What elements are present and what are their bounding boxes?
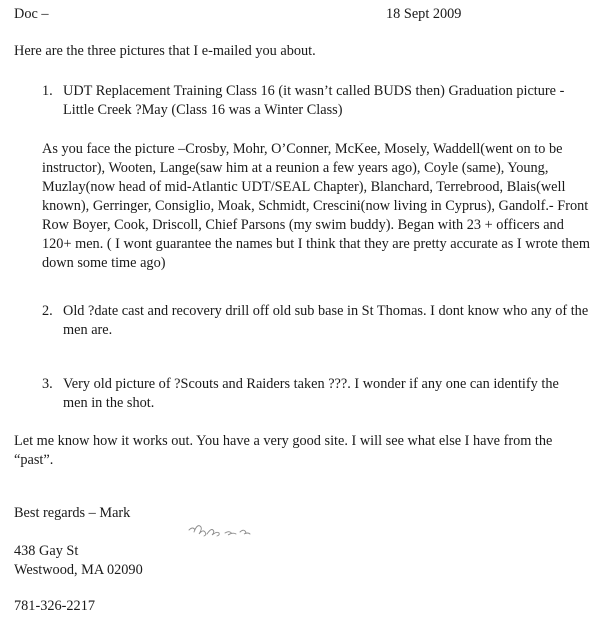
- item-text: Very old picture of ?Scouts and Raiders taken ???. I wonder if any one can identify the men in the shot.: [63, 376, 559, 411]
- salutation: Doc –: [14, 6, 49, 22]
- photo-description: As you face the picture –Crosby, Mohr, O’Conner, McKee, Mosely, Waddell(went on to be instructor), Wooten, Lange(saw him at a reunion a few years ago), Coyle (same), Young, Muzlay(now head of mid-Atlantic UDT/SEAL Chapter), Blanchard, Terrebrood, Blais(well known), Gerringer, Consiglio, Moak, Schmidt, Crescini(now living in Cyprus), Gandolf.- Front Row Boyer, Cook, Driscoll, Chief Parsons (my swim buddy). Began with 23 + officers and 120+ men. ( I wont guarantee the names but I think that they are pretty accurate as I wrote them down some time ago): [42, 141, 590, 271]
- phone-number: 781-326-2217: [14, 598, 96, 614]
- item-number: 1.: [42, 83, 53, 99]
- intro-line: Here are the three pictures that I e-mailed you about.: [14, 43, 316, 59]
- handwritten-signature: [185, 516, 285, 550]
- item-text: UDT Replacement Training Class 16 (it wasn’t called BUDS then) Graduation picture - Little Creek ?May (Class 16 was a Winter Class): [63, 83, 565, 118]
- item-text: Old ?date cast and recovery drill off old sub base in St Thomas. I dont know who any of the men are.: [63, 303, 589, 338]
- signoff: Best regards – Mark: [14, 505, 131, 521]
- letter-date: 18 Sept 2009: [386, 6, 462, 22]
- item-number: 3.: [42, 376, 53, 392]
- address-street: 438 Gay St: [14, 543, 79, 559]
- address-city: Westwood, MA 02090: [14, 562, 143, 578]
- item-number: 2.: [42, 303, 53, 319]
- closing-paragraph: Let me know how it works out. You have a very good site. I will see what else I have from the “past”.: [14, 433, 553, 468]
